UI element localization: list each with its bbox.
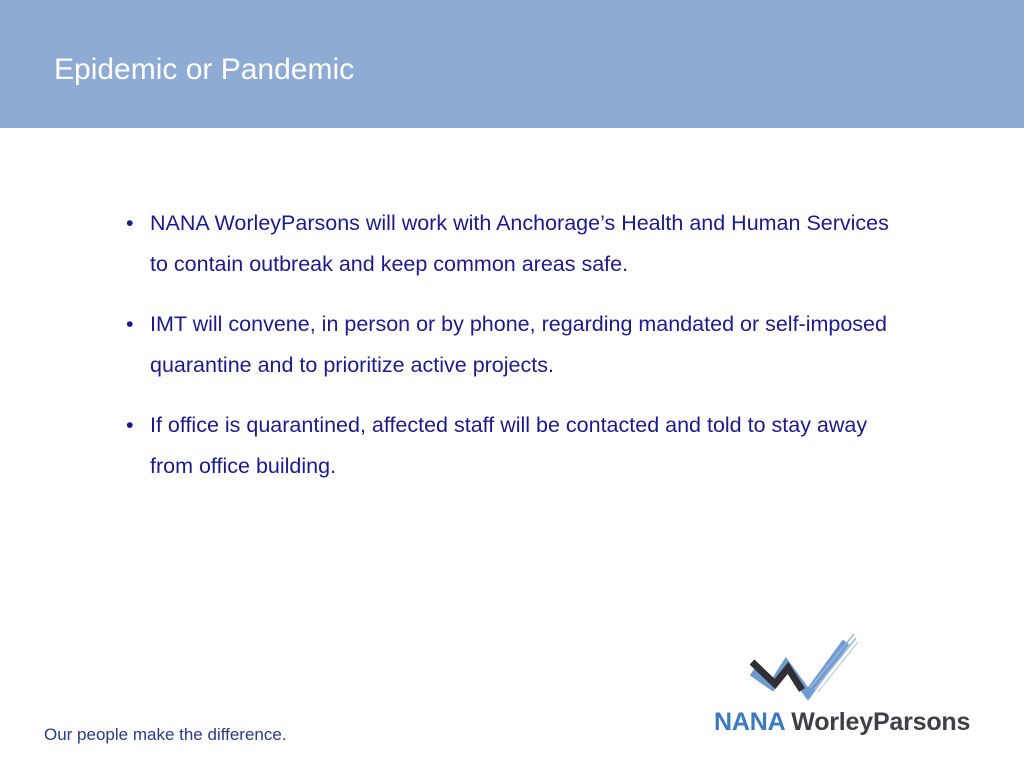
- bullet-marker: •: [126, 211, 134, 235]
- logo-word-worleyparsons: WorleyParsons: [791, 708, 971, 736]
- bullet-text: NANA WorleyParsons will work with Anchorage’s Health and Human Services to contain outbreak and keep common areas safe.: [150, 211, 889, 276]
- footer-tagline: Our people make the difference.: [44, 725, 287, 744]
- bullet-item: [126, 304, 906, 385]
- bullet-text: If office is quarantined, affected staff will be contacted and told to stay away from office building.: [150, 413, 868, 478]
- bullet-text: IMT will convene, in person or by phone, regarding mandated or self-imposed quarantine and to prioritize active projects.: [150, 312, 887, 377]
- bullet-list: [126, 203, 906, 506]
- bullet-marker: •: [126, 413, 134, 437]
- company-logo: [712, 626, 992, 746]
- logo-wordmark: [714, 706, 970, 738]
- slide-title: Epidemic or Pandemic: [54, 53, 355, 86]
- bullet-item: [126, 203, 906, 284]
- zigzag-check-logo-icon: [750, 626, 860, 706]
- logo-word-nana: NANA: [714, 708, 785, 736]
- bullet-marker: •: [126, 312, 134, 336]
- bullet-item: [126, 405, 906, 486]
